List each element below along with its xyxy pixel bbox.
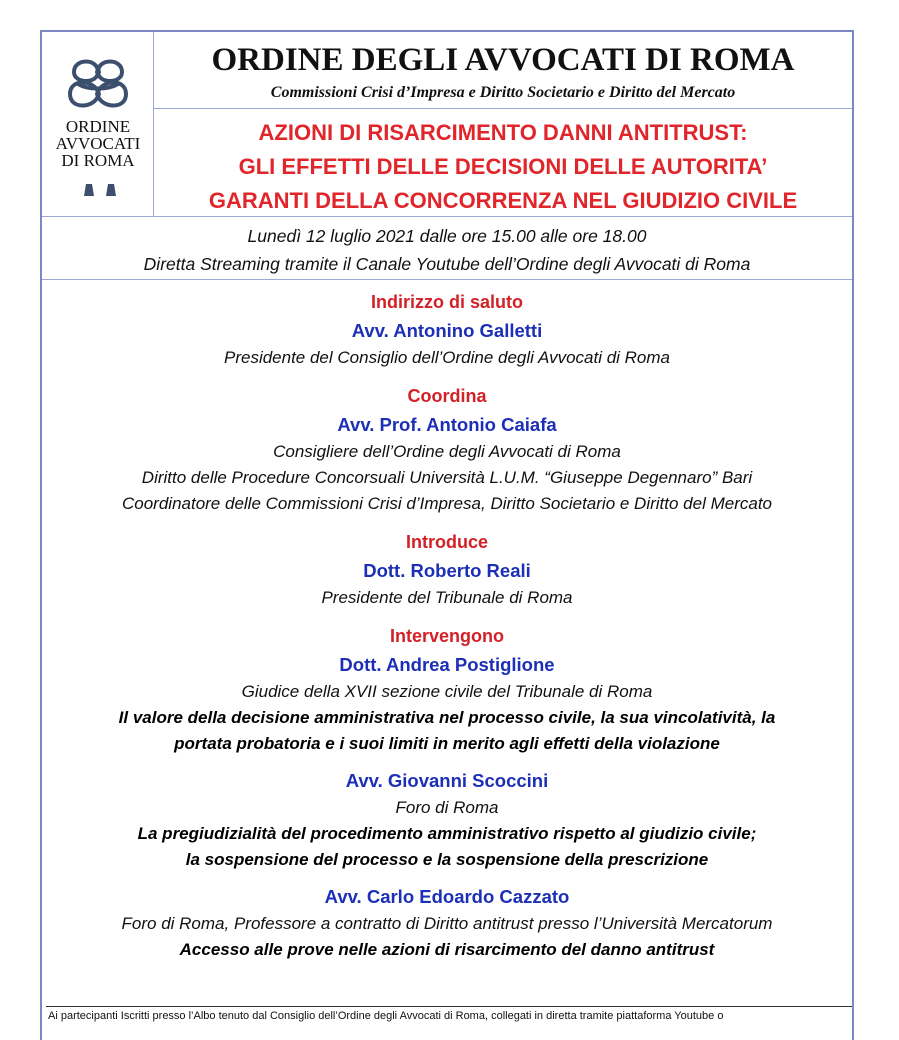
event-title-line: GARANTI DELLA CONCORRENZA NEL GIUDIZIO CIVILE [208, 188, 798, 213]
speaker-topic: la sospensione del processo e la sospensione della prescrizione [185, 850, 709, 869]
speaker-topic: portata probatoria e i suoi limiti in merito agli effetti della violazione [174, 734, 720, 753]
section-role: Introduce [405, 532, 488, 552]
speaker-name: Avv. Antonino Galletti [351, 320, 543, 341]
divider [154, 108, 852, 109]
greeting-section [42, 289, 852, 371]
speaker-topic: Accesso alle prove nelle azioni di risarcimento del danno antitrust [179, 940, 715, 959]
coordinator-section [42, 383, 852, 517]
speaker-desc: Presidente del Tribunale di Roma [321, 588, 573, 607]
section-role: Coordina [407, 386, 487, 406]
flyer-frame [40, 30, 854, 1040]
speaker-block [42, 650, 852, 757]
logo-cell [42, 32, 154, 216]
org-subtitle: Commissioni Crisi d’Impresa e Diritto Societario e Diritto del Mercato [270, 84, 736, 101]
logo-text-line: ORDINE [65, 117, 131, 136]
footer-note: Ai partecipanti Iscritti presso l’Albo tenuto dal Consiglio dell’Ordine degli Avvocati di Roma, collegati in diretta tramite piattaforma Youtube o [48, 1010, 724, 1022]
logo-text-line: DI ROMA [61, 151, 135, 170]
org-title: ORDINE DEGLI AVVOCATI DI ROMA [211, 42, 795, 78]
speaker-desc: Consigliere dell’Ordine degli Avvocati di Roma [273, 442, 621, 461]
header [42, 32, 852, 216]
speaker-desc: Diritto delle Procedure Concorsuali Università L.U.M. “Giuseppe Degennaro” Bari [141, 468, 753, 487]
section-role: Intervengono [389, 626, 504, 646]
event-title [154, 116, 852, 218]
speaker-name: Dott. Andrea Postiglione [339, 654, 555, 675]
event-stream: Diretta Streaming tramite il Canale Youtube dell’Ordine degli Avvocati di Roma [143, 254, 751, 274]
speaker-name: Avv. Carlo Edoardo Cazzato [324, 886, 570, 907]
speaker-name: Dott. Roberto Reali [363, 560, 531, 581]
intro-section [42, 529, 852, 611]
speaker-desc: Coordinatore delle Commissioni Crisi d’Impresa, Diritto Societario e Diritto del Mercato [121, 494, 772, 513]
title-cell [154, 32, 852, 216]
event-details [42, 222, 852, 278]
speaker-name: Avv. Giovanni Scoccini [345, 770, 549, 791]
speaker-desc: Foro di Roma [395, 798, 499, 817]
speaker-topic: La pregiudizialità del procedimento amministrativo rispetto al giudizio civile; [137, 824, 757, 843]
event-title-line: GLI EFFETTI DELLE DECISIONI DELLE AUTORITA’ [238, 154, 768, 179]
speaker-block [42, 766, 852, 873]
event-title-line: AZIONI DI RISARCIMENTO DANNI ANTITRUST: [258, 120, 748, 145]
pedestal-icon [80, 180, 120, 198]
logo-text [42, 118, 154, 169]
speaker-name: Avv. Prof. Antonio Caiafa [337, 414, 557, 435]
speaker-desc: Presidente del Consiglio dell’Ordine degli Avvocati di Roma [223, 348, 671, 367]
speaker-desc: Foro di Roma, Professore a contratto di Diritto antitrust presso l’Università Mercatorum [121, 914, 773, 933]
speaker-topic: Il valore della decisione amministrativa nel processo civile, la sua vincolatività, la [118, 708, 776, 727]
speaker-block [42, 882, 852, 963]
divider [42, 216, 852, 217]
knot-emblem-icon [64, 54, 132, 114]
divider [42, 279, 852, 280]
event-date: Lunedì 12 luglio 2021 dalle ore 15.00 alle ore 18.00 [247, 226, 647, 246]
speakers-section [42, 623, 852, 963]
program [42, 289, 852, 963]
speaker-desc: Giudice della XVII sezione civile del Tribunale di Roma [241, 682, 653, 701]
logo-text-line: AVVOCATI [55, 134, 141, 153]
footer-divider [46, 1006, 852, 1007]
section-role: Indirizzo di saluto [371, 292, 523, 312]
